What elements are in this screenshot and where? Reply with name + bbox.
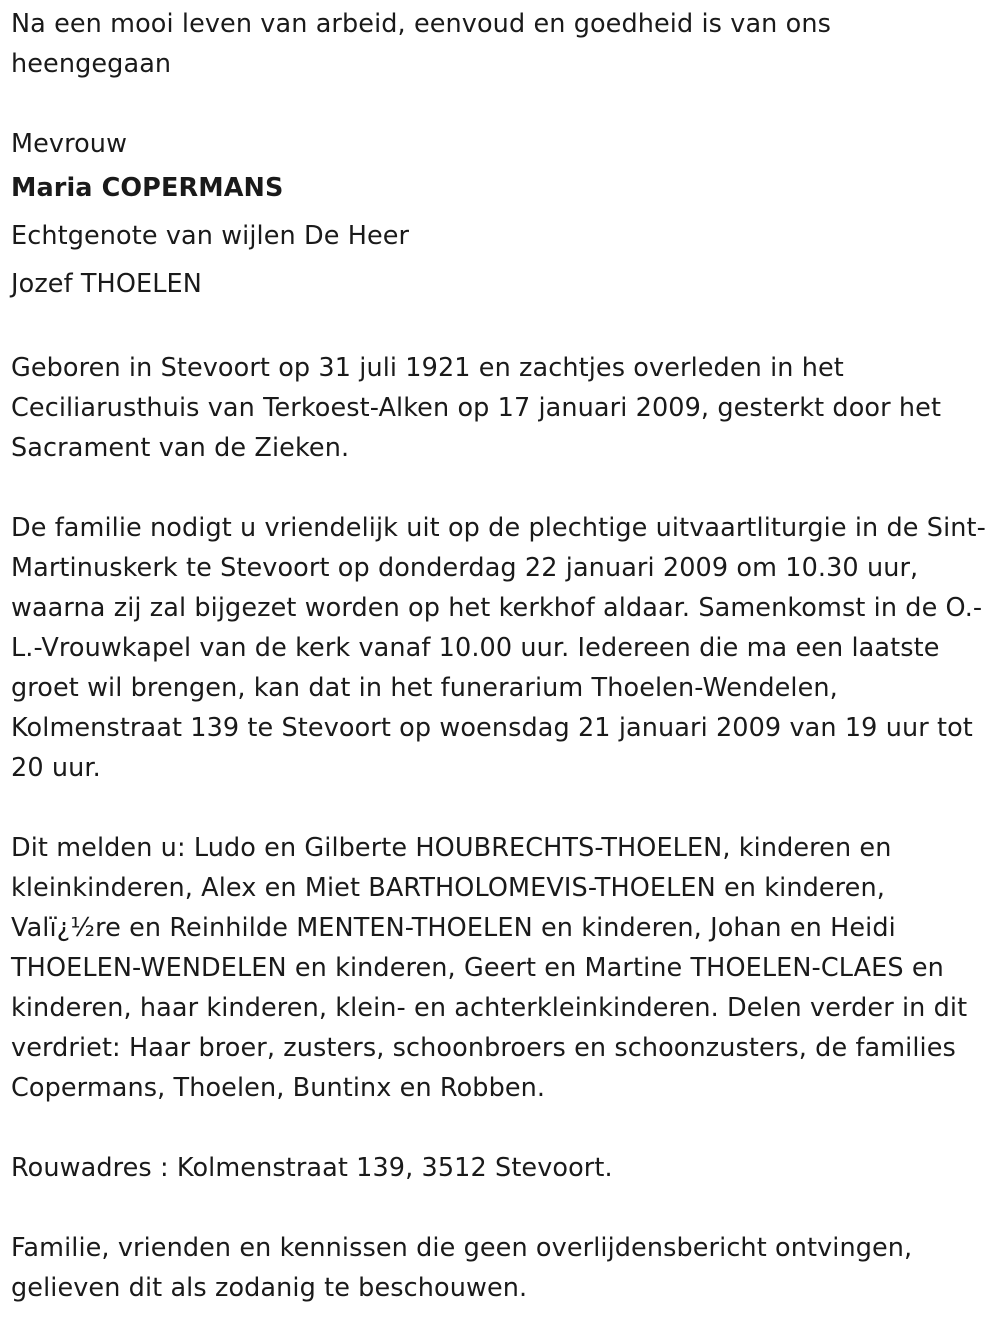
deceased-block: [11, 124, 995, 308]
title-prefix: Mevrouw: [11, 129, 128, 159]
family-paragraph: Dit melden u: Ludo en Gilberte HOUBRECHTS-THOELEN, kinderen en kleinkinderen, Alex en Miet BARTHOLOMEVIS-THOELEN en kinderen, Valï¿½re en Reinhilde MENTEN-THOELEN en kinderen, Johan en Heidi THOELEN-WENDELEN en kinderen, Geert en Martine THOELEN-CLAES en kinderen, haar kinderen, klein- en achterkleinkinderen. Delen verder in dit verdriet: Haar broer, zusters, schoonbroers en schoonzusters, de families Copermans, Thoelen, Buntinx en Robben.: [11, 833, 968, 1103]
intro-text: Na een mooi leven van arbeid, eenvoud en goedheid is van ons heengegaan: [11, 9, 831, 79]
spouse-label: Echtgenote van wijlen De Heer: [11, 221, 410, 251]
spouse-name: Jozef THOELEN: [11, 269, 202, 299]
spacer: [11, 1108, 995, 1148]
funeral-paragraph: De familie nodigt u vriendelijk uit op de plechtige uitvaartliturgie in de Sint-Martinuskerk te Stevoort op donderdag 22 januari 2009 om 10.30 uur, waarna zij zal bijgezet worden op het kerkhof aldaar. Samenkomst in de O.-L.-Vrouwkapel van de kerk vanaf 10.00 uur. Iedereen die ma een laatste groet wil brengen, kan dat in het funerarium Thoelen-Wendelen, Kolmenstraat 139 te Stevoort op woensdag 21 januari 2009 van 19 uur tot 20 uur.: [11, 513, 986, 783]
spacer: [11, 788, 995, 828]
spacer: [11, 1188, 995, 1228]
closing-paragraph: Familie, vrienden en kennissen die geen overlijdensbericht ontvingen, gelieven dit als zodanig te beschouwen.: [11, 1233, 913, 1303]
spacer: [11, 308, 995, 348]
spacer: [11, 468, 995, 508]
birth-death-paragraph: Geboren in Stevoort op 31 juli 1921 en zachtjes overleden in het Ceciliarusthuis van Terkoest-Alken op 17 januari 2009, gesterkt door het Sacrament van de Zieken.: [11, 353, 942, 463]
address-line: Rouwadres : Kolmenstraat 139, 3512 Stevoort.: [11, 1153, 613, 1183]
obituary-document: [11, 4, 995, 1308]
deceased-name: Maria COPERMANS: [11, 173, 284, 203]
spacer: [11, 84, 995, 124]
